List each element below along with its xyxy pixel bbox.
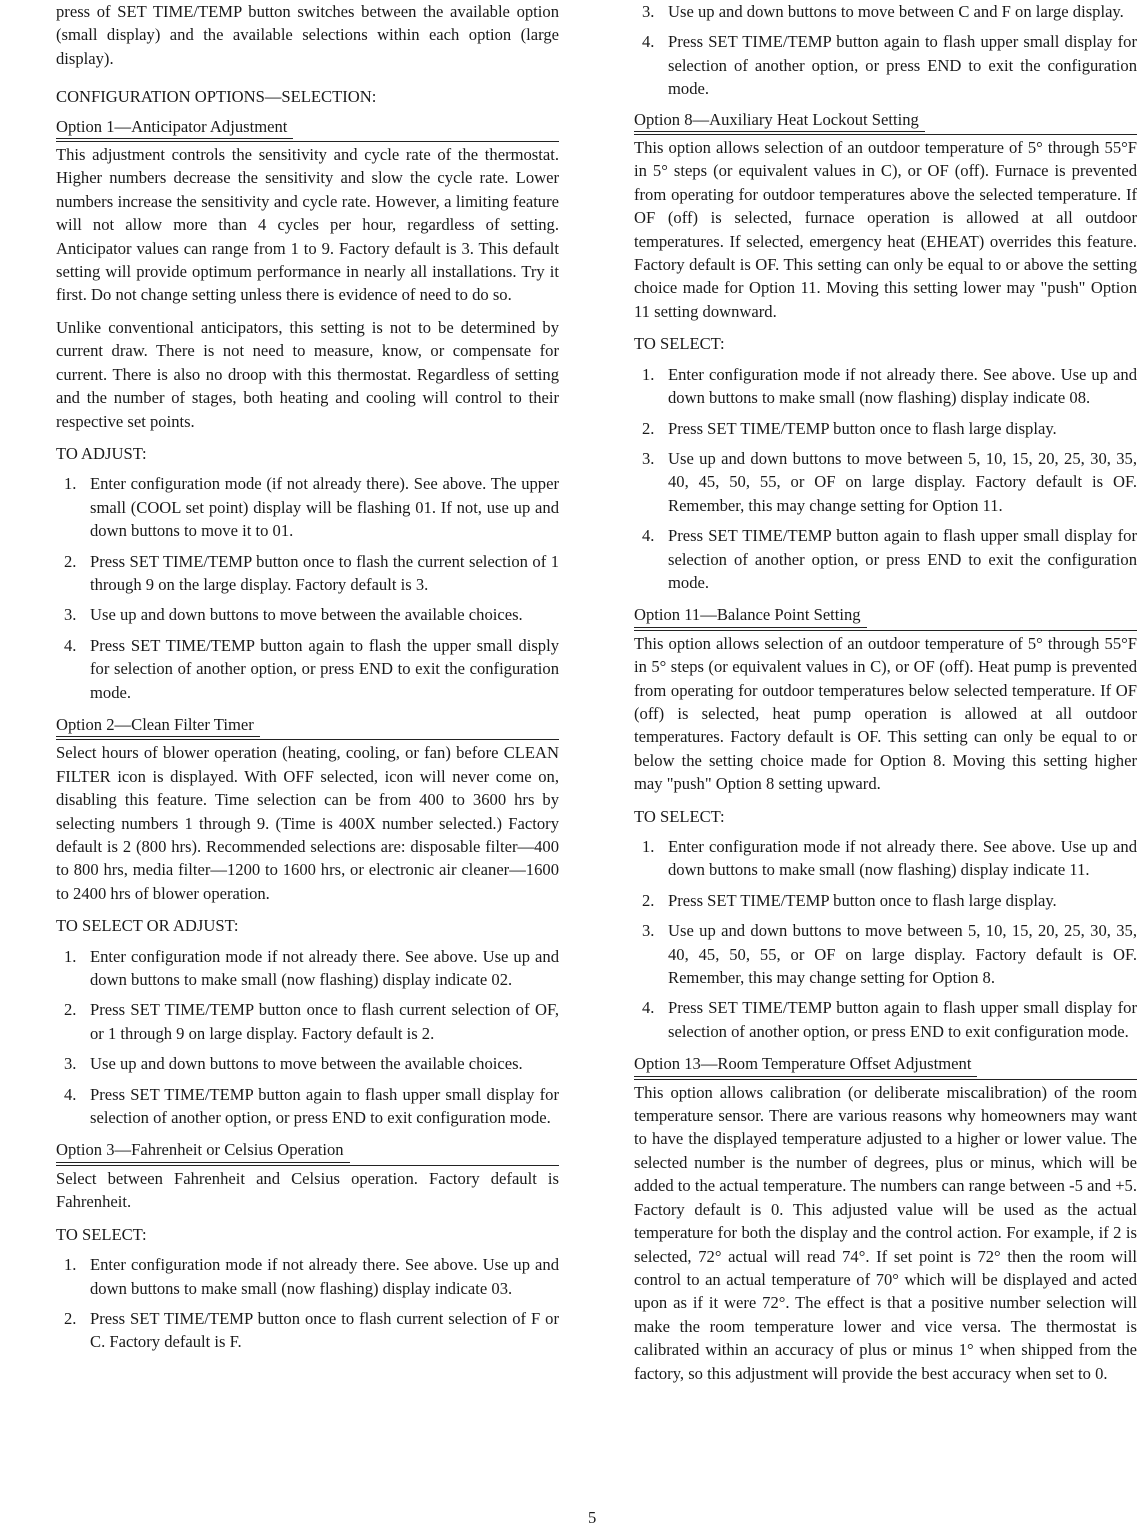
step-number: 4.	[64, 635, 77, 655]
step-number: 4.	[642, 32, 655, 52]
list-item	[56, 603, 559, 626]
option-8-title: Option 8—Auxiliary Heat Lockout Setting	[634, 108, 925, 132]
list-item	[634, 417, 1137, 440]
option-13-paragraph-1: This option allows calibration (or deliberate miscalibration) of the room temperature sensor. There are various reasons why homeowners may want to have the displayed temperature adjusted to a higher or lower value. The selected number is the number of degrees, plus or minus, which will be added to the actual temperature. The numbers can range between -5 and +5. Factory default is 0. This adjusted value will be used as the actual temperature for both the display and the control action. For example, if 2 is selected, 72° actual will read 74°. If set point is 72° then the room will control to an actual temperature of 70° which will be displayed and acted upon as if it were 72°. The effect is that a positive number selection will make the room temperature lower and vice versa. The thermostat is calibrated within an accuracy of plus or minus 1° when shipped from the factory, so this adjustment will provide the best accuracy when set to 0.	[634, 1079, 1137, 1385]
option-2-section	[56, 713, 559, 1130]
list-item	[634, 889, 1137, 912]
option-3-steps-continued	[634, 0, 1137, 101]
option-8-steps	[634, 363, 1137, 595]
step-number: 1.	[64, 946, 77, 966]
step-text: Press SET TIME/TEMP button once to flash current selection of F or C. Factory default is F.	[90, 1308, 559, 1352]
option-1-paragraph-2: Unlike conventional anticipators, this setting is not to be determined by current draw. There is not need to measure, know, or compensate for current. There is also no droop with this thermostat. Regardless of setting and the number of stages, both heating and cooling will control to their respective set points.	[56, 317, 559, 431]
step-text: Use up and down buttons to move between 5, 10, 15, 20, 25, 30, 35, 40, 45, 50, 55, or OF on large display. Factory default is OF. Remember, this may change setting for Option 11.	[668, 448, 1137, 515]
option-1-steps	[56, 472, 559, 704]
option-3-title: Option 3—Fahrenheit or Celsius Operation	[56, 1138, 350, 1162]
option-2-steps	[56, 945, 559, 1130]
step-text: Use up and down buttons to move between 5, 10, 15, 20, 25, 30, 35, 40, 45, 50, 55, or OF on large display. Factory default is OF. Remember, this may change setting for Option 8.	[668, 921, 1137, 988]
step-number: 2.	[642, 890, 655, 910]
step-number: 2.	[64, 551, 77, 571]
step-text: Enter configuration mode if not already there. See above. Use up and down buttons to make small (now flashing) display indicate 03.	[90, 1255, 559, 1298]
step-text: Press SET TIME/TEMP button once to flash large display.	[668, 890, 1057, 910]
list-item	[634, 30, 1137, 100]
list-item	[634, 996, 1137, 1043]
step-text: Press SET TIME/TEMP button again to flash upper small display for selection of another option, or press END to exit the configuration mode.	[668, 526, 1137, 592]
step-text: Use up and down buttons to move between the available choices.	[90, 605, 523, 625]
step-number: 1.	[642, 837, 655, 856]
step-number: 4.	[64, 1084, 77, 1104]
step-text: Enter configuration mode if not already there. See above. Use up and down buttons to make small (now flashing) display indicate 08.	[668, 364, 1137, 408]
option-1-paragraph-1: This adjustment controls the sensitivity and cycle rate of the thermostat. Higher numbers decrease the sensitivity and slow the cycle rate. Lower numbers increase the sensitivity and cycle rate. However, a limiting feature will not allow more than 4 cycles per hour, regardless of setting. Anticipator values can range from 1 to 9. Factory default is 3. This default setting will provide optimum performance in nearly all installations. Try it first. Do not change setting unless there is evidence of need to do so.	[56, 141, 559, 307]
option-2-title: Option 2—Clean Filter Timer	[56, 713, 260, 737]
option-1-section	[56, 115, 559, 704]
step-text: Enter configuration mode if not already there. See above. Use up and down buttons to make small (now flashing) display indicate 02.	[90, 946, 559, 990]
option-11-paragraph-1: This option allows selection of an outdoor temperature of 5° through 55°F in 5° steps (or equivalent values in C), or OF (off). Heat pump is prevented from operating for outdoor temperatures below selected temperature. If OF (off) is selected, heat pump operation is allowed at all outdoor temperatures. Factory default is OF. This setting can only be equal to or below the setting choice made for Option 8. Moving this setting higher may "push" Option 8 setting upward.	[634, 630, 1137, 796]
step-text: Press SET TIME/TEMP button once to flash the current selection of 1 through 9 on the large display. Factory default is 3.	[90, 551, 559, 594]
step-text: Press SET TIME/TEMP button once to flash large display.	[668, 418, 1057, 438]
option-13-title: Option 13—Room Temperature Offset Adjustment	[634, 1052, 977, 1076]
option-11-title: Option 11—Balance Point Setting	[634, 603, 867, 627]
section-heading: CONFIGURATION OPTIONS—SELECTION:	[56, 87, 377, 107]
option-11-section	[634, 603, 1137, 1043]
list-item	[56, 945, 559, 992]
list-item	[56, 1253, 559, 1300]
step-text: Enter configuration mode if not already there. See above. Use up and down buttons to make small (now flashing) display indicate 11.	[668, 837, 1137, 880]
option-3-section	[56, 1138, 559, 1353]
right-column	[634, 0, 1137, 1394]
step-text: Enter configuration mode (if not already there). See above. The upper small (COOL set point) display will be flashing 01. If not, use up and down buttons to move it to 01.	[90, 474, 559, 541]
list-item	[56, 550, 559, 597]
page-number: 5	[588, 1508, 597, 1527]
step-number: 3.	[642, 448, 655, 468]
option-1-title: Option 1—Anticipator Adjustment	[56, 115, 293, 139]
list-item	[56, 472, 559, 542]
step-number: 1.	[642, 364, 655, 384]
list-item	[634, 835, 1137, 882]
list-item	[56, 1307, 559, 1354]
option-8-section	[634, 108, 1137, 595]
step-text: Use up and down buttons to move between C and F on large display.	[668, 2, 1124, 21]
step-number: 4.	[642, 526, 655, 546]
step-number: 3.	[64, 605, 77, 625]
step-number: 3.	[64, 1054, 77, 1074]
step-number: 1.	[64, 1255, 77, 1275]
option-3-steps	[56, 1253, 559, 1354]
step-number: 4.	[642, 998, 655, 1018]
list-item	[56, 634, 559, 704]
option-3-subheading: TO SELECT:	[56, 1224, 147, 1244]
option-2-paragraph-1: Select hours of blower operation (heating, cooling, or fan) before CLEAN FILTER icon is displayed. With OFF selected, icon will never come on, disabling this feature. Time selection can be from 400 to 3600 hrs by selecting numbers 1 through 9. (Time is 400X number selected.) Factory default is 2 (800 hrs). Recommended selections are: disposable filter—400 to 800 hrs, media filter—1200 to 1600 hrs, or electronic air cleaner—1600 to 2400 hrs of blower operation.	[56, 739, 559, 905]
list-item	[56, 998, 559, 1045]
list-item	[634, 919, 1137, 989]
list-item	[56, 1052, 559, 1075]
step-text: Press SET TIME/TEMP button once to flash current selection of OF, or 1 through 9 on large display. Factory default is 2.	[90, 1000, 559, 1043]
list-item	[634, 0, 1137, 23]
option-11-subheading: TO SELECT:	[634, 806, 725, 826]
option-11-steps	[634, 835, 1137, 1043]
step-text: Use up and down buttons to move between the available choices.	[90, 1054, 523, 1074]
step-text: Press SET TIME/TEMP button again to flash the upper small disply for selection of another option, or press END to exit the configuration mode.	[90, 635, 559, 702]
option-8-paragraph-1: This option allows selection of an outdoor temperature of 5° through 55°F in 5° steps (or equivalent values in C), or OF (off). Furnace is prevented from operating for outdoor temperatures above the selected temperature. If OF (off) is selected, furnace operation is allowed at all outdoor temperatures. If selected, emergency heat (EHEAT) overrides this feature. Factory default is OF. This setting can only be equal to or above the setting choice made for Option 11. Moving this setting lower may "push" Option 11 setting downward.	[634, 134, 1137, 323]
step-text: Press SET TIME/TEMP button again to flash upper small display for selection of another option, or press END to exit configuration mode.	[90, 1084, 559, 1128]
step-number: 2.	[642, 418, 655, 438]
step-number: 1.	[64, 474, 77, 494]
step-number: 3.	[642, 2, 655, 21]
option-13-section	[634, 1052, 1137, 1385]
list-item	[634, 524, 1137, 594]
step-text: Press SET TIME/TEMP button again to flash upper small display for selection of another option, or press END to exit configuration mode.	[668, 998, 1137, 1041]
step-number: 2.	[64, 1308, 77, 1328]
left-column	[56, 0, 559, 1363]
list-item	[56, 1083, 559, 1130]
step-number: 2.	[64, 1000, 77, 1020]
option-3-paragraph-1: Select between Fahrenheit and Celsius operation. Factory default is Fahrenheit.	[56, 1165, 559, 1214]
option-1-subheading: TO ADJUST:	[56, 443, 147, 463]
step-number: 3.	[642, 921, 655, 941]
step-text: Press SET TIME/TEMP button again to flash upper small display for selection of another option, or press END to exit the configuration mode.	[668, 32, 1137, 99]
option-2-subheading: TO SELECT OR ADJUST:	[56, 916, 239, 936]
option-8-subheading: TO SELECT:	[634, 334, 725, 354]
list-item	[634, 447, 1137, 517]
list-item	[634, 363, 1137, 410]
intro-paragraph: press of SET TIME/TEMP button switches between the available option (small display) and the available selections within each option (large display).	[56, 2, 559, 68]
